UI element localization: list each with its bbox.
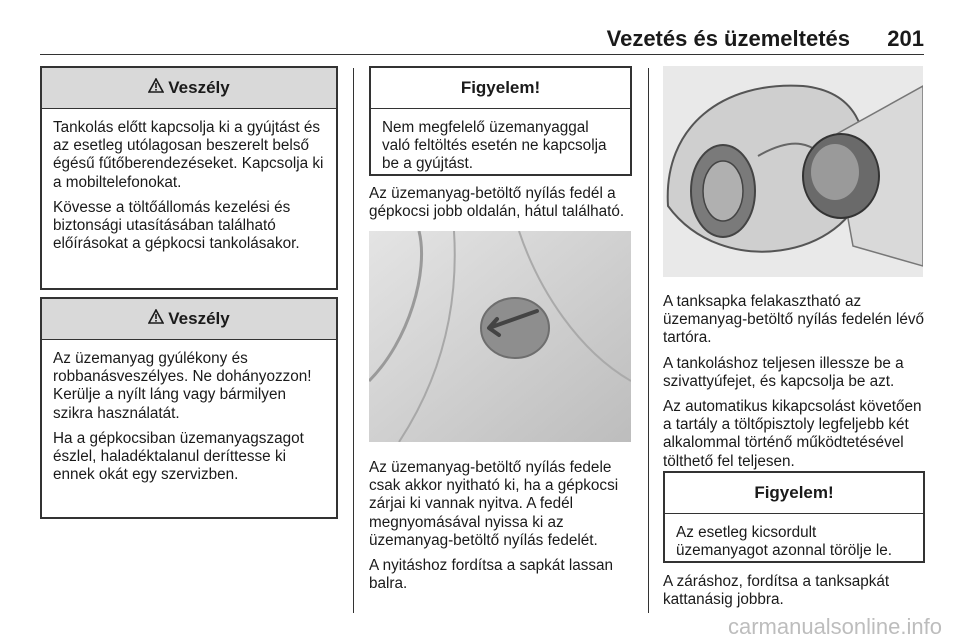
notice-box-body (665, 514, 923, 573)
fuel-cap-open-image (663, 66, 923, 277)
notice-box-title: Figyelem! (754, 483, 834, 502)
notice-box-title: Figyelem! (460, 78, 541, 97)
danger-box-fuel-ignition (40, 66, 338, 290)
header-rule (40, 54, 924, 55)
danger-box-title: Veszély (168, 309, 230, 328)
column-divider-right (648, 68, 649, 613)
notice-paragraph: Nem megfelelő üzemanyaggal való feltöltés esetén ne kapcsolja be a gyújtást. (382, 119, 607, 173)
danger-box-body (42, 109, 336, 266)
column-divider-left (353, 68, 354, 613)
danger-box-flammable (40, 297, 338, 519)
body-paragraph: A záráshoz, fordítsa a tanksapkát kattanásig jobbra. (663, 573, 890, 609)
body-paragraph: Az üzemanyag-betöltő nyílás fedele csak akkor nyitható ki, ha a gépkocsi zárjai ki vannak nyitva. A fedél megnyomásával nyissa ki az üzemanyag-betöltő nyílás fedelét. (369, 459, 619, 549)
notice-box-body (371, 109, 630, 187)
notice-box-header (665, 473, 923, 514)
warning-triangle-icon (148, 309, 164, 329)
danger-paragraph: Az üzemanyag gyúlékony és robbanásveszélyes. Ne dohányozzon! Kerülje a nyílt láng vagy bármilyen szikra használatát. (53, 350, 312, 422)
danger-paragraph: Tankolás előtt kapcsolja ki a gyújtást és az esetleg utólagosan beszerelt belső égésű fűtőberendezéseket. Kapcsolja ki a mobiltelefonokat. (53, 119, 324, 191)
page-header (0, 26, 960, 56)
danger-paragraph: Ha a gépkocsiban üzemanyagszagot észlel, haladéktalanul deríttesse ki ennek okát egy szervizben. (53, 429, 304, 484)
body-paragraph: A tankoláshoz teljesen illessze be a szivattyúfejet, és kapcsolja be azt. (663, 354, 904, 390)
danger-paragraph: Kövesse a töltőállomás kezelési és biztonsági utasításában található előírásokat a gépkocsi tankolásakor. (53, 198, 300, 253)
notice-box-header (371, 68, 630, 109)
notice-box-spill (663, 471, 925, 563)
danger-box-header (42, 299, 336, 340)
danger-box-body (42, 340, 336, 497)
warning-triangle-icon (148, 78, 164, 98)
body-paragraph: Az automatikus kikapcsolást követően a tartály a töltőpisztoly legfeljebb két alkalommal történő működtetésével tölthető fel teljesen. (663, 398, 922, 470)
danger-box-header (42, 68, 336, 109)
body-paragraph: Az üzemanyag-betöltő nyílás fedél a gépkocsi jobb oldalán, hátul található. (369, 185, 625, 221)
text-block (369, 185, 639, 228)
notice-box-wrong-fuel (369, 66, 632, 176)
text-block (369, 459, 639, 600)
danger-box-title: Veszély (168, 78, 230, 97)
page-number: 201 (887, 26, 924, 51)
page-title: Vezetés és üzemeltetés (606, 26, 850, 51)
text-block (663, 573, 928, 616)
body-paragraph: A nyitáshoz fordítsa a sapkát lassan balra. (369, 557, 614, 593)
body-paragraph: A tanksapka felakasztható az üzemanyag-betöltő nyílás fedelén lévő tartóra. (663, 293, 925, 347)
text-block (663, 293, 928, 478)
watermark-text: carmanualsonline.info (727, 614, 942, 639)
fuel-door-closed-image (369, 231, 631, 442)
notice-paragraph: Az esetleg kicsordult üzemanyagot azonnal törölje le. (676, 524, 892, 560)
